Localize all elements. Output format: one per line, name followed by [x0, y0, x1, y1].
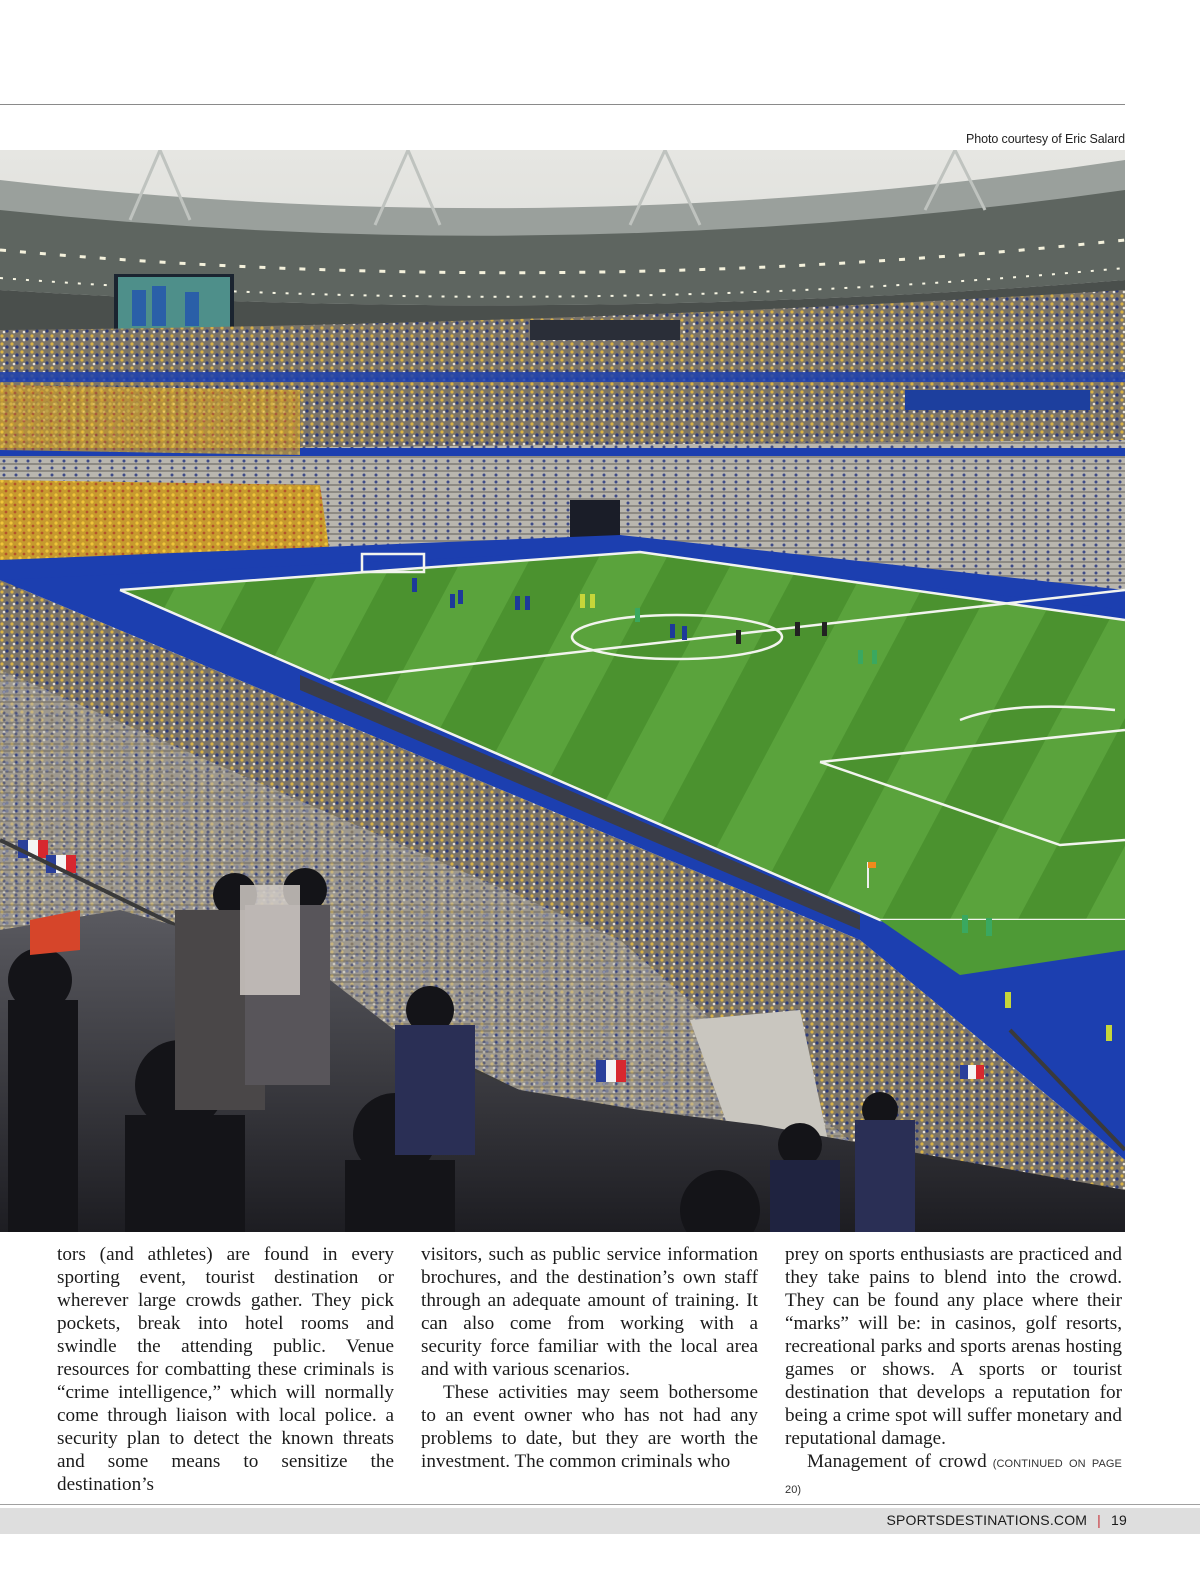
- article-columns: [57, 1243, 1126, 1496]
- photo-credit: Photo courtesy of Eric Salard: [966, 132, 1125, 146]
- page-number: 19: [1111, 1512, 1127, 1528]
- bottom-rule: [0, 1504, 1200, 1505]
- continued-note: (CONTINUED ON PAGE 20): [785, 1458, 1122, 1496]
- stadium-illustration: [0, 150, 1125, 1232]
- page-footer: [0, 1508, 1200, 1534]
- article-paragraph-last: [785, 1450, 1122, 1502]
- article-column-2: [421, 1243, 758, 1473]
- article-paragraph-text: Management of crowd: [807, 1451, 987, 1472]
- article-column-1: [57, 1243, 394, 1496]
- footer-text: [886, 1512, 1127, 1528]
- footer-site: SPORTSDESTINATIONS.COM: [886, 1512, 1088, 1528]
- top-rule: [0, 104, 1125, 105]
- article-paragraph: tors (and athletes) are found in every sporting event, tourist destination or wherever large crowds gather. They pick pockets, break into hotel rooms and swindle the attending public. Venue resources for combatting these criminals is “crime intelligence,” which will normally come through liaison with local police. a security plan to detect the known threats and some means to sensitize the destination’s: [57, 1244, 394, 1495]
- article-paragraph: These activities may seem bothersome to an event owner who has not had any problems to date, but they are worth the investment. The common criminals who: [421, 1382, 758, 1472]
- article-paragraph: prey on sports enthusiasts are practiced and they take pains to blend into the crowd. They can be found any place where their “marks” will be: in casinos, golf resorts, recreational parks and sports arenas hosting games or shows. A sports or tourist destination that develops a reputation for being a crime spot will suffer monetary and reputational damage.: [785, 1244, 1122, 1449]
- stadium-photo: [0, 150, 1125, 1232]
- article-paragraph: visitors, such as public service information brochures, and the destination’s own staff through an adequate amount of training. It can also come from working with a security force familiar with the local area and with various scenarios.: [421, 1244, 758, 1380]
- footer-separator: |: [1097, 1512, 1102, 1528]
- article-column-3: [785, 1243, 1122, 1502]
